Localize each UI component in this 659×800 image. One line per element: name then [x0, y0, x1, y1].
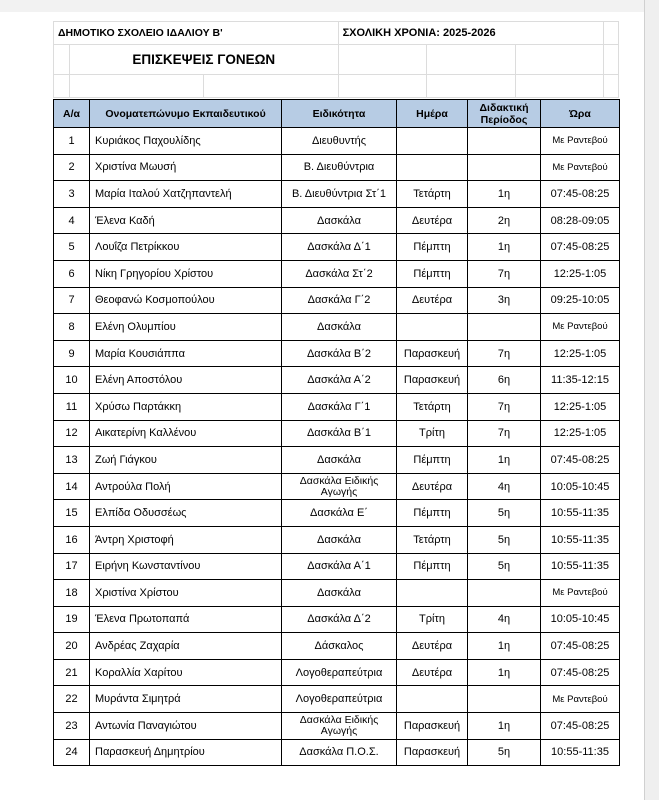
cell-time: 11:35-12:15	[541, 367, 620, 394]
cell-period: 5η	[468, 739, 541, 766]
cell-num: 3	[54, 181, 90, 208]
cell-day: Τετάρτη	[397, 181, 468, 208]
cell-num: 2	[54, 154, 90, 181]
cell-name: Αικατερίνη Καλλένου	[90, 420, 282, 447]
cell-time: 09:25-10:05	[541, 287, 620, 314]
cell-time: Με Ραντεβού	[541, 128, 620, 155]
cell-day	[397, 314, 468, 341]
cell-day	[397, 128, 468, 155]
cell-name: Έλενα Πρωτοπαπά	[90, 606, 282, 633]
table-row	[54, 420, 620, 447]
cell-num: 23	[54, 713, 90, 740]
cell-period: 2η	[468, 207, 541, 234]
cell-specialty: Δασκάλα Δ΄1	[282, 234, 397, 261]
page-top-margin	[0, 0, 659, 12]
cell-name: Άντρη Χριστοφή	[90, 526, 282, 553]
cell-period: 1η	[468, 659, 541, 686]
cell-day: Πέμπτη	[397, 553, 468, 580]
cell-time: 12:25-1:05	[541, 420, 620, 447]
cell-time: 10:05-10:45	[541, 473, 620, 500]
cell-period: 7η	[468, 393, 541, 420]
table-row	[54, 260, 620, 287]
col-header-name: Ονοματεπώνυμο Εκπαιδευτικού	[90, 100, 282, 128]
cell-specialty: Δασκάλα Γ΄1	[282, 393, 397, 420]
cell-specialty: Δασκάλα Δ΄2	[282, 606, 397, 633]
cell-period: 4η	[468, 473, 541, 500]
table-row	[54, 154, 620, 181]
cell-specialty: Β. Διευθύντρια Στ΄1	[282, 181, 397, 208]
cell-time: 07:45-08:25	[541, 181, 620, 208]
cell-specialty: Δασκάλα Ε΄	[282, 500, 397, 527]
school-name: ΔΗΜΟΤΙΚΟ ΣΧΟΛΕΙΟ ΙΔΑΛΙΟΥ Β'	[54, 22, 339, 45]
cell-time: 12:25-1:05	[541, 393, 620, 420]
table-row	[54, 686, 620, 713]
cell-time: 07:45-08:25	[541, 234, 620, 261]
cell-specialty: Δασκάλα Α΄2	[282, 367, 397, 394]
cell-time: 12:25-1:05	[541, 260, 620, 287]
cell-num: 10	[54, 367, 90, 394]
col-header-num: Α/α	[54, 100, 90, 128]
page-title: ΕΠΙΣΚΕΨΕΙΣ ΓΟΝΕΩΝ	[69, 45, 338, 74]
table-row	[54, 473, 620, 500]
cell-name: Αντωνία Παναγιώτου	[90, 713, 282, 740]
cell-num: 19	[54, 606, 90, 633]
col-header-day: Ημέρα	[397, 100, 468, 128]
cell-day: Δευτέρα	[397, 473, 468, 500]
cell-day	[397, 580, 468, 607]
cell-specialty: Λογοθεραπεύτρια	[282, 659, 397, 686]
cell-period: 7η	[468, 260, 541, 287]
school-year: ΣΧΟΛΙΚΗ ΧΡΟΝΙΑ: 2025-2026	[338, 22, 604, 45]
cell-day: Τρίτη	[397, 420, 468, 447]
cell-period: 1η	[468, 713, 541, 740]
cell-time: Με Ραντεβού	[541, 314, 620, 341]
cell-period: 7η	[468, 340, 541, 367]
table-row	[54, 367, 620, 394]
cell-name: Κοραλλία Χαρίτου	[90, 659, 282, 686]
cell-num: 6	[54, 260, 90, 287]
cell-specialty: Δασκάλα Π.Ο.Σ.	[282, 739, 397, 766]
cell-period: 1η	[468, 181, 541, 208]
table-row	[54, 393, 620, 420]
cell-time: Με Ραντεβού	[541, 686, 620, 713]
table-body	[54, 128, 620, 766]
cell-num: 4	[54, 207, 90, 234]
table-row	[54, 659, 620, 686]
cell-num: 9	[54, 340, 90, 367]
table-row	[54, 713, 620, 740]
cell-day: Τετάρτη	[397, 526, 468, 553]
cell-time: 07:45-08:25	[541, 447, 620, 474]
cell-num: 20	[54, 633, 90, 660]
cell-time: 10:05-10:45	[541, 606, 620, 633]
cell-specialty: Δάσκαλος	[282, 633, 397, 660]
cell-num: 14	[54, 473, 90, 500]
cell-name: Χριστίνα Μωυσή	[90, 154, 282, 181]
table-row	[54, 234, 620, 261]
cell-time: 10:55-11:35	[541, 526, 620, 553]
cell-name: Θεοφανώ Κοσμοπούλου	[90, 287, 282, 314]
cell-specialty: Δασκάλα	[282, 580, 397, 607]
visits-table	[53, 99, 620, 766]
cell-day: Πέμπτη	[397, 234, 468, 261]
cell-day: Παρασκευή	[397, 367, 468, 394]
cell-specialty: Δασκάλα Β΄2	[282, 340, 397, 367]
table-row	[54, 553, 620, 580]
cell-time: 07:45-08:25	[541, 633, 620, 660]
table-row	[54, 128, 620, 155]
cell-day: Δευτέρα	[397, 287, 468, 314]
cell-num: 24	[54, 739, 90, 766]
table-row	[54, 447, 620, 474]
cell-name: Έλενα Καδή	[90, 207, 282, 234]
cell-num: 18	[54, 580, 90, 607]
cell-day: Πέμπτη	[397, 447, 468, 474]
cell-period	[468, 128, 541, 155]
col-header-period: Διδακτική Περίοδος	[468, 100, 541, 128]
cell-specialty: Δασκάλα Β΄1	[282, 420, 397, 447]
table-row	[54, 287, 620, 314]
cell-name: Χρύσω Παρτάκκη	[90, 393, 282, 420]
cell-num: 1	[54, 128, 90, 155]
cell-period: 5η	[468, 553, 541, 580]
cell-day: Τρίτη	[397, 606, 468, 633]
cell-specialty: Δασκάλα Ειδικής Αγωγής	[282, 473, 397, 500]
table-row	[54, 580, 620, 607]
cell-period: 5η	[468, 500, 541, 527]
cell-period: 5η	[468, 526, 541, 553]
cell-num: 17	[54, 553, 90, 580]
cell-specialty: Διευθυντής	[282, 128, 397, 155]
cell-day: Δευτέρα	[397, 633, 468, 660]
cell-name: Λουΐζα Πετρίκκου	[90, 234, 282, 261]
cell-name: Μυράντα Σιμητρά	[90, 686, 282, 713]
cell-day	[397, 686, 468, 713]
cell-period	[468, 314, 541, 341]
cell-period: 7η	[468, 420, 541, 447]
cell-num: 22	[54, 686, 90, 713]
cell-name: Χριστίνα Χρίστου	[90, 580, 282, 607]
table-row	[54, 340, 620, 367]
cell-time: 10:55-11:35	[541, 553, 620, 580]
cell-day: Παρασκευή	[397, 739, 468, 766]
table-row	[54, 633, 620, 660]
cell-time: Με Ραντεβού	[541, 580, 620, 607]
cell-specialty: Δασκάλα Στ΄2	[282, 260, 397, 287]
cell-name: Ελπίδα Οδυσσέως	[90, 500, 282, 527]
cell-num: 16	[54, 526, 90, 553]
cell-day: Δευτέρα	[397, 207, 468, 234]
cell-name: Μαρία Ιταλού Χατζηπαντελή	[90, 181, 282, 208]
cell-specialty: Δασκάλα Ειδικής Αγωγής	[282, 713, 397, 740]
cell-period	[468, 686, 541, 713]
table-row	[54, 181, 620, 208]
cell-specialty: Λογοθεραπεύτρια	[282, 686, 397, 713]
cell-name: Αντρούλα Πολή	[90, 473, 282, 500]
cell-num: 5	[54, 234, 90, 261]
cell-specialty: Δασκάλα	[282, 207, 397, 234]
cell-name: Ειρήνη Κωνσταντίνου	[90, 553, 282, 580]
cell-day: Τετάρτη	[397, 393, 468, 420]
cell-num: 8	[54, 314, 90, 341]
table-row	[54, 739, 620, 766]
cell-name: Μαρία Κουσιάππα	[90, 340, 282, 367]
cell-period: 1η	[468, 633, 541, 660]
cell-name: Νίκη Γρηγορίου Χρίστου	[90, 260, 282, 287]
cell-day: Παρασκευή	[397, 713, 468, 740]
cell-specialty: Δασκάλα Α΄1	[282, 553, 397, 580]
sheet-header	[53, 21, 619, 98]
cell-name: Παρασκευή Δημητρίου	[90, 739, 282, 766]
table-row	[54, 314, 620, 341]
cell-day: Πέμπτη	[397, 500, 468, 527]
cell-name: Ελένη Αποστόλου	[90, 367, 282, 394]
cell-day: Παρασκευή	[397, 340, 468, 367]
cell-name: Κυριάκος Παχουλίδης	[90, 128, 282, 155]
cell-period: 1η	[468, 234, 541, 261]
cell-period: 3η	[468, 287, 541, 314]
cell-time: 10:55-11:35	[541, 739, 620, 766]
cell-num: 13	[54, 447, 90, 474]
table-row	[54, 207, 620, 234]
col-header-specialty: Ειδικότητα	[282, 100, 397, 128]
cell-period	[468, 154, 541, 181]
cell-time: Με Ραντεβού	[541, 154, 620, 181]
cell-name: Ελένη Ολυμπίου	[90, 314, 282, 341]
cell-specialty: Β. Διευθύντρια	[282, 154, 397, 181]
cell-period	[468, 580, 541, 607]
cell-specialty: Δασκάλα Γ΄2	[282, 287, 397, 314]
cell-name: Ζωή Γιάγκου	[90, 447, 282, 474]
cell-num: 11	[54, 393, 90, 420]
cell-day	[397, 154, 468, 181]
cell-specialty: Δασκάλα	[282, 314, 397, 341]
vertical-scrollbar[interactable]	[644, 0, 659, 800]
cell-period: 6η	[468, 367, 541, 394]
cell-num: 21	[54, 659, 90, 686]
cell-time: 12:25-1:05	[541, 340, 620, 367]
table-row	[54, 526, 620, 553]
cell-time: 10:55-11:35	[541, 500, 620, 527]
cell-day: Δευτέρα	[397, 659, 468, 686]
col-header-time: Ώρα	[541, 100, 620, 128]
cell-num: 12	[54, 420, 90, 447]
cell-name: Ανδρέας Ζαχαρία	[90, 633, 282, 660]
cell-period: 1η	[468, 447, 541, 474]
cell-period: 4η	[468, 606, 541, 633]
table-header-row	[54, 100, 620, 128]
cell-time: 07:45-08:25	[541, 659, 620, 686]
table-row	[54, 500, 620, 527]
table-row	[54, 606, 620, 633]
cell-day: Πέμπτη	[397, 260, 468, 287]
cell-specialty: Δασκάλα	[282, 447, 397, 474]
cell-num: 15	[54, 500, 90, 527]
cell-time: 07:45-08:25	[541, 713, 620, 740]
cell-num: 7	[54, 287, 90, 314]
cell-time: 08:28-09:05	[541, 207, 620, 234]
cell-specialty: Δασκάλα	[282, 526, 397, 553]
